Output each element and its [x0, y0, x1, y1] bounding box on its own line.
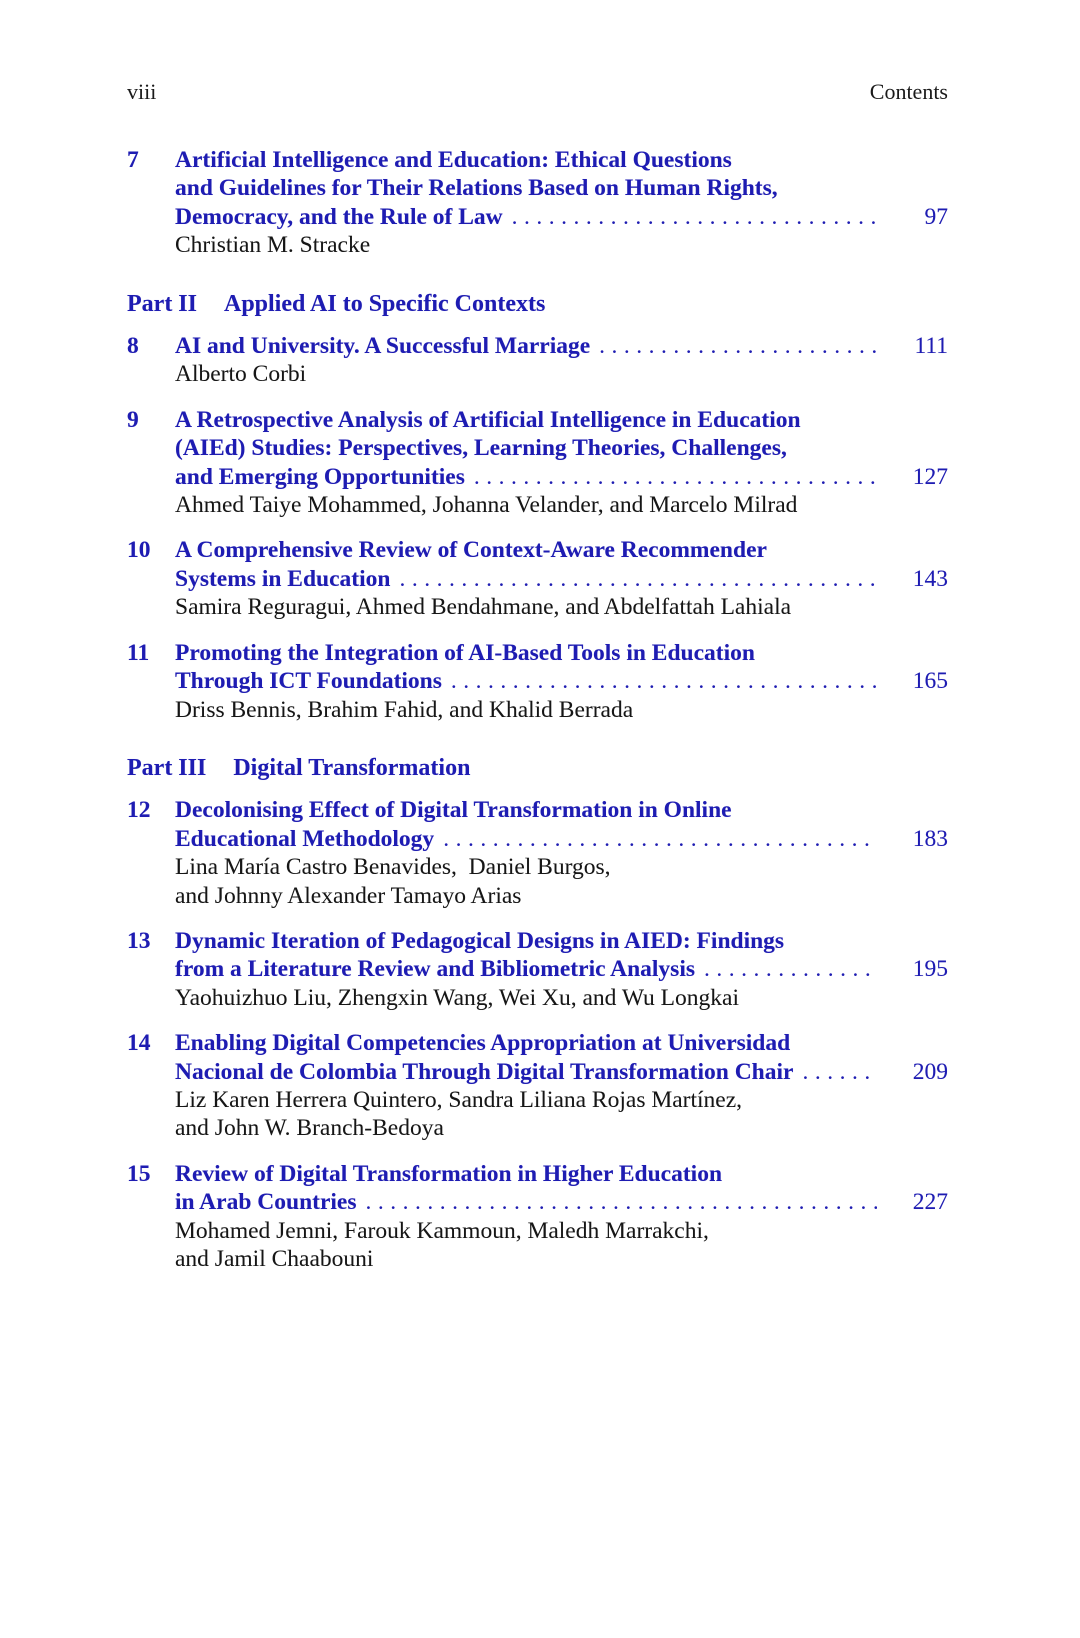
- dot-leader: [802, 1058, 877, 1086]
- chapter-number: 10: [127, 537, 151, 564]
- page-number: 143: [912, 565, 948, 592]
- page-number: 209: [912, 1058, 948, 1085]
- chapter-authors: Driss Bennis, Brahim Fahid, and Khalid Berrada: [175, 696, 634, 723]
- toc-chapter-entry: [127, 639, 948, 724]
- chapter-authors: and Johnny Alexander Tamayo Arias: [175, 882, 522, 909]
- chapter-title-line: [175, 565, 948, 593]
- chapter-title-line: Decolonising Effect of Digital Transformation in Online: [175, 797, 732, 824]
- chapter-authors: Lina María Castro Benavides, Daniel Burgos,: [175, 854, 611, 881]
- chapter-number: 9: [127, 406, 139, 433]
- chapter-body: [175, 1160, 948, 1274]
- chapter-number: 13: [127, 927, 151, 954]
- chapter-number: 7: [127, 147, 139, 173]
- chapter-body: [175, 536, 948, 621]
- chapter-title-line: [175, 667, 948, 695]
- part-title: Digital Transformation: [233, 754, 471, 781]
- chapter-title-line: [175, 825, 948, 853]
- dot-leader: [399, 565, 877, 593]
- chapter-body: [175, 332, 948, 389]
- part-heading: [127, 290, 948, 318]
- running-head-title: Contents: [869, 79, 948, 104]
- chapter-authors: and Jamil Chaabouni: [175, 1246, 374, 1272]
- chapter-title-line: and Guidelines for Their Relations Based on Human Rights,: [175, 175, 778, 202]
- dot-leader: [474, 463, 877, 491]
- dot-leader: [366, 1188, 878, 1216]
- page-number: 97: [924, 203, 948, 230]
- page-number: 127: [912, 463, 948, 490]
- toc-chapter-entry: [127, 1160, 948, 1274]
- chapter-title-line: A Retrospective Analysis of Artificial Intelligence in Education: [175, 406, 801, 433]
- toc-chapter-entry: [127, 406, 948, 520]
- chapter-title-line: Artificial Intelligence and Education: Ethical Questions: [175, 147, 732, 173]
- part-heading: [127, 754, 948, 782]
- chapter-body: [175, 406, 948, 520]
- chapter-authors: and John W. Branch-Bedoya: [175, 1115, 444, 1142]
- chapter-body: [175, 146, 948, 260]
- running-head: [127, 79, 948, 105]
- chapter-title-line: Enabling Digital Competencies Appropriation at Universidad: [175, 1030, 791, 1057]
- chapter-title-line: (AIEd) Studies: Perspectives, Learning Theories, Challenges,: [175, 435, 787, 462]
- chapter-title-text: AI and University. A Successful Marriage: [175, 333, 591, 360]
- chapter-title-line: [175, 955, 948, 983]
- table-of-contents: [127, 146, 948, 1290]
- chapter-number: 8: [127, 333, 139, 360]
- chapter-title-line: A Comprehensive Review of Context-Aware Recommender: [175, 537, 767, 564]
- dot-leader: [704, 955, 877, 983]
- chapter-authors: Alberto Corbi: [175, 361, 307, 388]
- chapter-title-text: Democracy, and the Rule of Law: [175, 203, 503, 230]
- page-folio: viii: [127, 79, 157, 104]
- chapter-title-line: [175, 1058, 948, 1086]
- chapter-title-line: Promoting the Integration of AI-Based Tools in Education: [175, 639, 755, 666]
- part-label: Part III: [127, 754, 207, 781]
- chapter-body: [175, 1029, 948, 1143]
- chapter-title-line: Review of Digital Transformation in Higher Education: [175, 1160, 723, 1187]
- chapter-title-line: [175, 1188, 948, 1216]
- chapter-title-text: Through ICT Foundations: [175, 668, 442, 695]
- toc-chapter-entry: [127, 796, 948, 910]
- chapter-title-text: and Emerging Opportunities: [175, 463, 465, 490]
- toc-chapter-entry: [127, 1029, 948, 1143]
- chapter-title-text: Systems in Education: [175, 565, 391, 592]
- chapter-authors: Mohamed Jemni, Farouk Kammoun, Maledh Marrakchi,: [175, 1217, 709, 1244]
- dot-leader: [443, 825, 877, 853]
- chapter-number: 14: [127, 1030, 151, 1057]
- chapter-body: [175, 927, 948, 1012]
- chapter-title-line: [175, 332, 948, 360]
- dot-leader: [451, 667, 877, 695]
- dot-leader: [512, 203, 877, 231]
- chapter-authors: Christian M. Stracke: [175, 232, 371, 259]
- toc-chapter-entry: [127, 332, 948, 389]
- page-number: 165: [912, 668, 948, 695]
- toc-chapter-entry: [127, 536, 948, 621]
- page-number: 111: [914, 333, 948, 360]
- chapter-authors: Ahmed Taiye Mohammed, Johanna Velander, and Marcelo Milrad: [175, 492, 798, 519]
- page-number: 183: [912, 825, 948, 852]
- chapter-title-text: Educational Methodology: [175, 825, 435, 852]
- chapter-body: [175, 639, 948, 724]
- chapter-title-line: [175, 463, 948, 491]
- chapter-number: 11: [127, 639, 150, 666]
- dot-leader: [599, 332, 877, 360]
- chapter-authors: Samira Reguragui, Ahmed Bendahmane, and Abdelfattah Lahiala: [175, 594, 792, 621]
- chapter-title-line: [175, 203, 948, 231]
- part-label: Part II: [127, 290, 197, 317]
- chapter-title-text: from a Literature Review and Bibliometric Analysis: [175, 956, 695, 983]
- part-title: Applied AI to Specific Contexts: [223, 290, 546, 317]
- chapter-authors: Liz Karen Herrera Quintero, Sandra Liliana Rojas Martínez,: [175, 1086, 743, 1113]
- chapter-number: 15: [127, 1160, 151, 1187]
- chapter-title-line: Dynamic Iteration of Pedagogical Designs in AIED: Findings: [175, 927, 785, 954]
- chapter-title-text: Nacional de Colombia Through Digital Transformation Chair: [175, 1058, 794, 1085]
- chapter-title-text: in Arab Countries: [175, 1189, 357, 1216]
- page-number: 227: [912, 1189, 948, 1216]
- toc-chapter-entry: [127, 927, 948, 1012]
- toc-chapter-entry: [127, 146, 948, 260]
- page-number: 195: [912, 956, 948, 983]
- chapter-number: 12: [127, 797, 151, 824]
- chapter-body: [175, 796, 948, 910]
- chapter-authors: Yaohuizhuo Liu, Zhengxin Wang, Wei Xu, and Wu Longkai: [175, 984, 739, 1011]
